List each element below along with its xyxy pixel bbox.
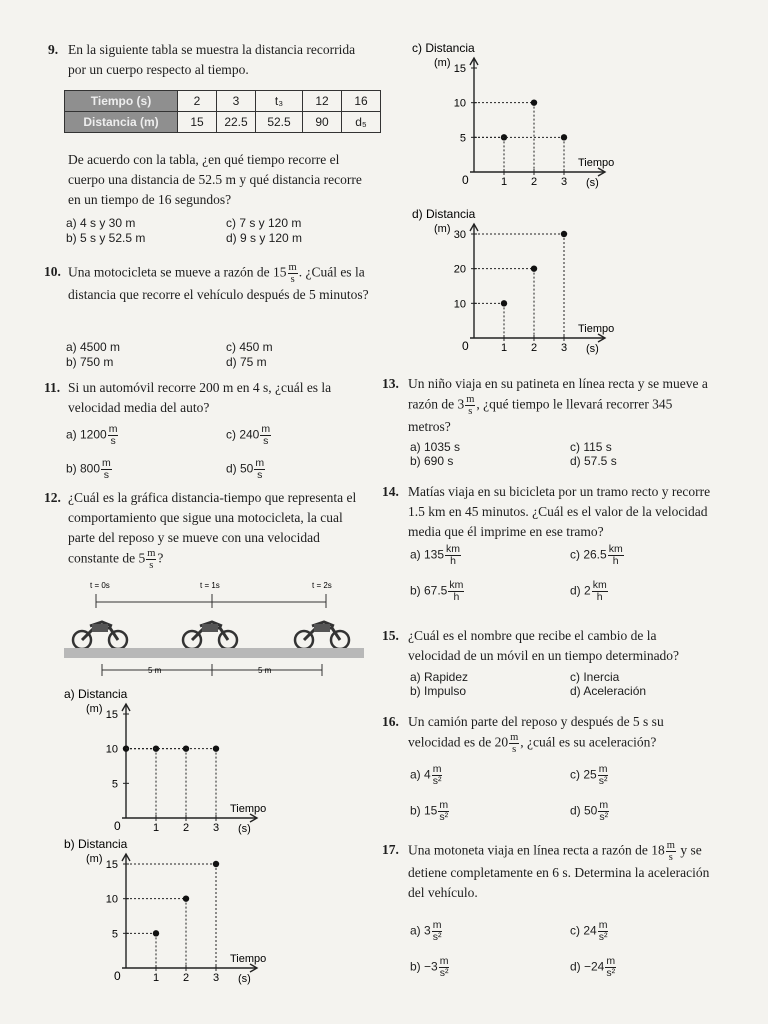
question-14: [382, 482, 712, 542]
option-d[interactable]: d) −24 $\frac{m}{\text{s²}}$: [570, 955, 616, 979]
unit-fraction: $\frac{m}{s}$: [510, 732, 519, 755]
table-row: [65, 112, 381, 133]
question-17-options: [410, 920, 710, 994]
option-d[interactable]: d) 9 s y 120 m: [226, 231, 303, 245]
table-cell: 16: [342, 91, 381, 112]
unit-fraction: $\frac{m}{s}$: [466, 394, 475, 417]
data-point: [531, 265, 537, 271]
distance-label: 5 m: [258, 666, 272, 675]
question-17: 17. Una motoneta viaja en línea recta a razón de 18 $\frac{m}{s}$ y se detiene completamente en 6 s. Determina la aceleración del vehículo.: [382, 840, 710, 900]
y-tick-label: 5: [111, 778, 118, 791]
y-tick-label: 15: [105, 709, 118, 721]
data-point: [561, 231, 567, 237]
option-b[interactable]: b) 15 $\frac{m}{\text{s²}}$: [410, 799, 449, 823]
x-tick-label: 2: [531, 176, 538, 188]
question-10: [44, 262, 370, 305]
timeline-label: t = 0s: [90, 581, 110, 590]
graph-b[interactable]: [60, 836, 320, 986]
x-tick-label: 1: [501, 176, 508, 188]
y-tick-label: 10: [105, 893, 118, 906]
question-number: 10.: [44, 264, 61, 279]
x-tick-label: 2: [183, 972, 190, 984]
data-point: [183, 895, 189, 901]
data-point: [501, 300, 507, 306]
origin-label: 0: [462, 173, 469, 187]
question-12: 12. ¿Cuál es la gráfica distancia-tiempo que representa el comportamiento que sigue una motocicleta, la cual parte del reposo y se mueve con una velocidad constante de 5 $\frac{m}{s}$ ?: [44, 490, 357, 571]
option-c[interactable]: c) 24 $\frac{m}{\text{s²}}$: [570, 919, 608, 943]
graph-title: b) Distancia: [64, 837, 128, 851]
table-header: Distancia (m): [65, 112, 178, 133]
unit-fraction: $\frac{m}{s}$: [147, 548, 156, 571]
option-a[interactable]: a) 1035 s: [410, 440, 461, 454]
y-axis-unit: (m): [86, 853, 103, 865]
y-axis-unit: (m): [434, 223, 451, 235]
origin-label: 0: [462, 339, 469, 353]
question-number: 9.: [48, 42, 59, 57]
question-13: 13. Un niño viaja en su patineta en línea recta y se mueve a razón de 3 $\frac{m}{s}$ , ¿qué tiempo le llevará recorrer 345 metros?: [382, 376, 708, 434]
option-d[interactable]: d) 57.5 s: [570, 454, 617, 468]
option-a[interactable]: a) 4 s y 30 m: [66, 216, 136, 230]
question-stem: En la siguiente tabla se muestra la distancia recorrida por un cuerpo respecto al tiempo.: [68, 42, 356, 77]
table-cell: 3: [217, 91, 256, 112]
question-stem: Si un automóvil recorre 200 m en 4 s, ¿cuál es la velocidad media del auto?: [68, 380, 332, 415]
data-point: [213, 745, 219, 751]
road: [64, 648, 364, 658]
x-tick-label: 2: [183, 822, 190, 834]
x-axis-unit: (s): [238, 973, 251, 985]
unit-fraction: $\frac{m}{s}$: [288, 262, 297, 285]
y-tick-label: 15: [453, 63, 466, 75]
question-number: 16.: [382, 714, 399, 729]
x-tick-label: 3: [213, 972, 220, 984]
option-c[interactable]: c) 115 s: [570, 440, 612, 454]
x-axis-label: Tiempo: [230, 803, 267, 815]
option-b[interactable]: b) 67.5 $\frac{km}{h}$: [410, 579, 464, 603]
x-axis-unit: (s): [238, 823, 251, 835]
option-c[interactable]: c) 7 s y 120 m: [226, 216, 302, 230]
x-axis-label: Tiempo: [578, 323, 615, 335]
question-stem: ¿Cuál es el nombre que recibe el cambio de la velocidad de un móvil en un tiempo determinado?: [408, 628, 680, 663]
option-c[interactable]: c) Inercia: [570, 670, 620, 684]
question-15-options: [410, 670, 710, 702]
option-a[interactable]: a) 135 $\frac{km}{h}$: [410, 543, 461, 567]
origin-label: 0: [114, 969, 121, 983]
x-axis-label: Tiempo: [578, 157, 615, 169]
y-tick-label: 20: [453, 263, 466, 276]
data-point: [531, 99, 537, 105]
y-tick-label: 10: [453, 97, 466, 110]
question-11-options: [66, 424, 366, 488]
data-point: [561, 134, 567, 140]
option-d[interactable]: d) 75 m: [226, 355, 267, 369]
x-tick-label: 3: [561, 342, 568, 354]
table-cell: t₃: [256, 91, 303, 112]
question-number: 11.: [44, 380, 61, 395]
option-c[interactable]: c) 450 m: [226, 340, 273, 354]
y-tick-label: 5: [111, 928, 118, 941]
question-number: 12.: [44, 490, 61, 505]
distance-label: 5 m: [148, 666, 162, 675]
option-d[interactable]: d) 50 $\frac{m}{s}$: [226, 457, 265, 481]
option-b[interactable]: b) 750 m: [66, 355, 114, 369]
option-d[interactable]: d) 2 $\frac{km}{h}$: [570, 579, 607, 603]
question-16: 16. Un camión parte del reposo y después de 5 s su velocidad es de 20 $\frac{m}{s}$ , ¿cuál es su aceleración?: [382, 714, 664, 755]
table-cell: d₅: [342, 112, 381, 133]
x-tick-label: 3: [561, 176, 568, 188]
option-a[interactable]: a) Rapidez: [410, 670, 469, 684]
y-axis-unit: (m): [434, 57, 451, 69]
motorcycle-icon: [295, 622, 349, 649]
question-13-options: [410, 440, 710, 472]
table-cell: 52.5: [256, 112, 303, 133]
question-11: [44, 378, 370, 418]
question-number: 15.: [382, 628, 399, 643]
table-cell: 15: [178, 112, 217, 133]
question-text: De acuerdo con la tabla, ¿en qué tiempo recorre el cuerpo una distancia de 52.5 m y qué distancia recorre en un tiempo de 16 segundos?: [68, 152, 362, 207]
option-a[interactable]: a) 3 $\frac{m}{\text{s²}}$: [410, 919, 442, 943]
timeline-label: t = 1s: [200, 581, 220, 590]
table-header: Tiempo (s): [65, 91, 178, 112]
option-d[interactable]: d) Aceleración: [570, 684, 647, 698]
question-stem: Un niño viaja en su patineta en línea recta y se mueve a razón de 3: [408, 376, 708, 412]
question-stem: ¿Cuál es la gráfica distancia-tiempo que representa el comportamiento que sigue una motocicleta, la cual parte del reposo y se mueve con una velocidad constante de 5: [68, 490, 357, 566]
y-axis-unit: (m): [86, 703, 103, 715]
origin-label: 0: [114, 819, 121, 833]
graph-title: a) Distancia: [64, 687, 128, 701]
table-row: [65, 91, 381, 112]
question-10-options: [66, 340, 366, 372]
question-16-options: [410, 764, 710, 838]
graph-title: c) Distancia: [412, 41, 475, 55]
x-axis-unit: (s): [586, 343, 599, 355]
option-d[interactable]: d) 50 $\frac{m}{\text{s²}}$: [570, 799, 609, 823]
y-tick-label: 10: [105, 743, 118, 756]
question-number: 17.: [382, 842, 399, 857]
question-14-options: [410, 544, 710, 618]
question-stem: Un camión parte del reposo y después de 5 s su velocidad es de 20: [408, 714, 664, 750]
question-stem-end: . ¿Cuál es la distancia que recorre el vehículo después de 5 minutos?: [68, 264, 369, 302]
x-axis-unit: (s): [586, 177, 599, 189]
y-tick-label: 5: [459, 132, 466, 145]
option-a[interactable]: a) 4500 m: [66, 340, 121, 354]
option-a[interactable]: a) 1200 $\frac{m}{s}$: [66, 423, 118, 447]
question-9-prompt: [48, 150, 370, 210]
option-a[interactable]: a) 4 $\frac{m}{\text{s²}}$: [410, 763, 442, 787]
question-15: [382, 626, 712, 666]
x-tick-label: 3: [213, 822, 220, 834]
option-c[interactable]: c) 240 $\frac{m}{s}$: [226, 423, 271, 447]
option-b[interactable]: b) −3 $\frac{m}{\text{s²}}$: [410, 955, 449, 979]
y-tick-label: 15: [105, 859, 118, 871]
y-tick-label: 30: [453, 229, 466, 241]
table-cell: 2: [178, 91, 217, 112]
question-stem: Una motocicleta se mueve a razón de 15: [68, 264, 287, 280]
option-c[interactable]: c) 26.5 $\frac{km}{h}$: [570, 543, 623, 567]
x-tick-label: 1: [153, 822, 160, 834]
graph-a[interactable]: [60, 686, 320, 836]
graph-title: d) Distancia: [412, 207, 476, 221]
question-stem: Matías viaja en su bicicleta por un tramo recto y recorre 1.5 km en 45 minutos. ¿Cuál es el valor de la velocidad media que él imprime en ese tramo?: [408, 484, 711, 539]
option-b[interactable]: b) Impulso: [410, 684, 467, 698]
question-number: 14.: [382, 484, 399, 499]
motorcycle-icon: [183, 622, 237, 649]
question-9: [48, 40, 370, 80]
motorcycle-icon: [73, 622, 127, 649]
table-cell: 12: [303, 91, 342, 112]
option-c[interactable]: c) 25 $\frac{m}{\text{s²}}$: [570, 763, 608, 787]
timeline-label: t = 2s: [312, 581, 332, 590]
y-tick-label: 10: [453, 298, 466, 311]
question-stem: Una motoneta viaja en línea recta a razón de 18: [408, 842, 665, 858]
graph-d[interactable]: [408, 206, 668, 356]
time-distance-table: [64, 90, 381, 133]
option-b[interactable]: b) 5 s y 52.5 m: [66, 231, 146, 245]
data-point: [213, 861, 219, 867]
question-9-options: [66, 216, 366, 248]
motorcycle-timeline: [60, 576, 370, 678]
x-axis-label: Tiempo: [230, 953, 267, 965]
table-cell: 90: [303, 112, 342, 133]
x-tick-label: 1: [153, 972, 160, 984]
table-cell: 22.5: [217, 112, 256, 133]
option-b[interactable]: b) 690 s: [410, 454, 454, 468]
data-point: [153, 930, 159, 936]
option-b[interactable]: b) 800 $\frac{m}{s}$: [66, 457, 111, 481]
x-tick-label: 1: [501, 342, 508, 354]
graph-c[interactable]: [408, 40, 668, 190]
unit-fraction: $\frac{m}{s}$: [666, 840, 675, 863]
question-number: 13.: [382, 376, 399, 391]
x-tick-label: 2: [531, 342, 538, 354]
